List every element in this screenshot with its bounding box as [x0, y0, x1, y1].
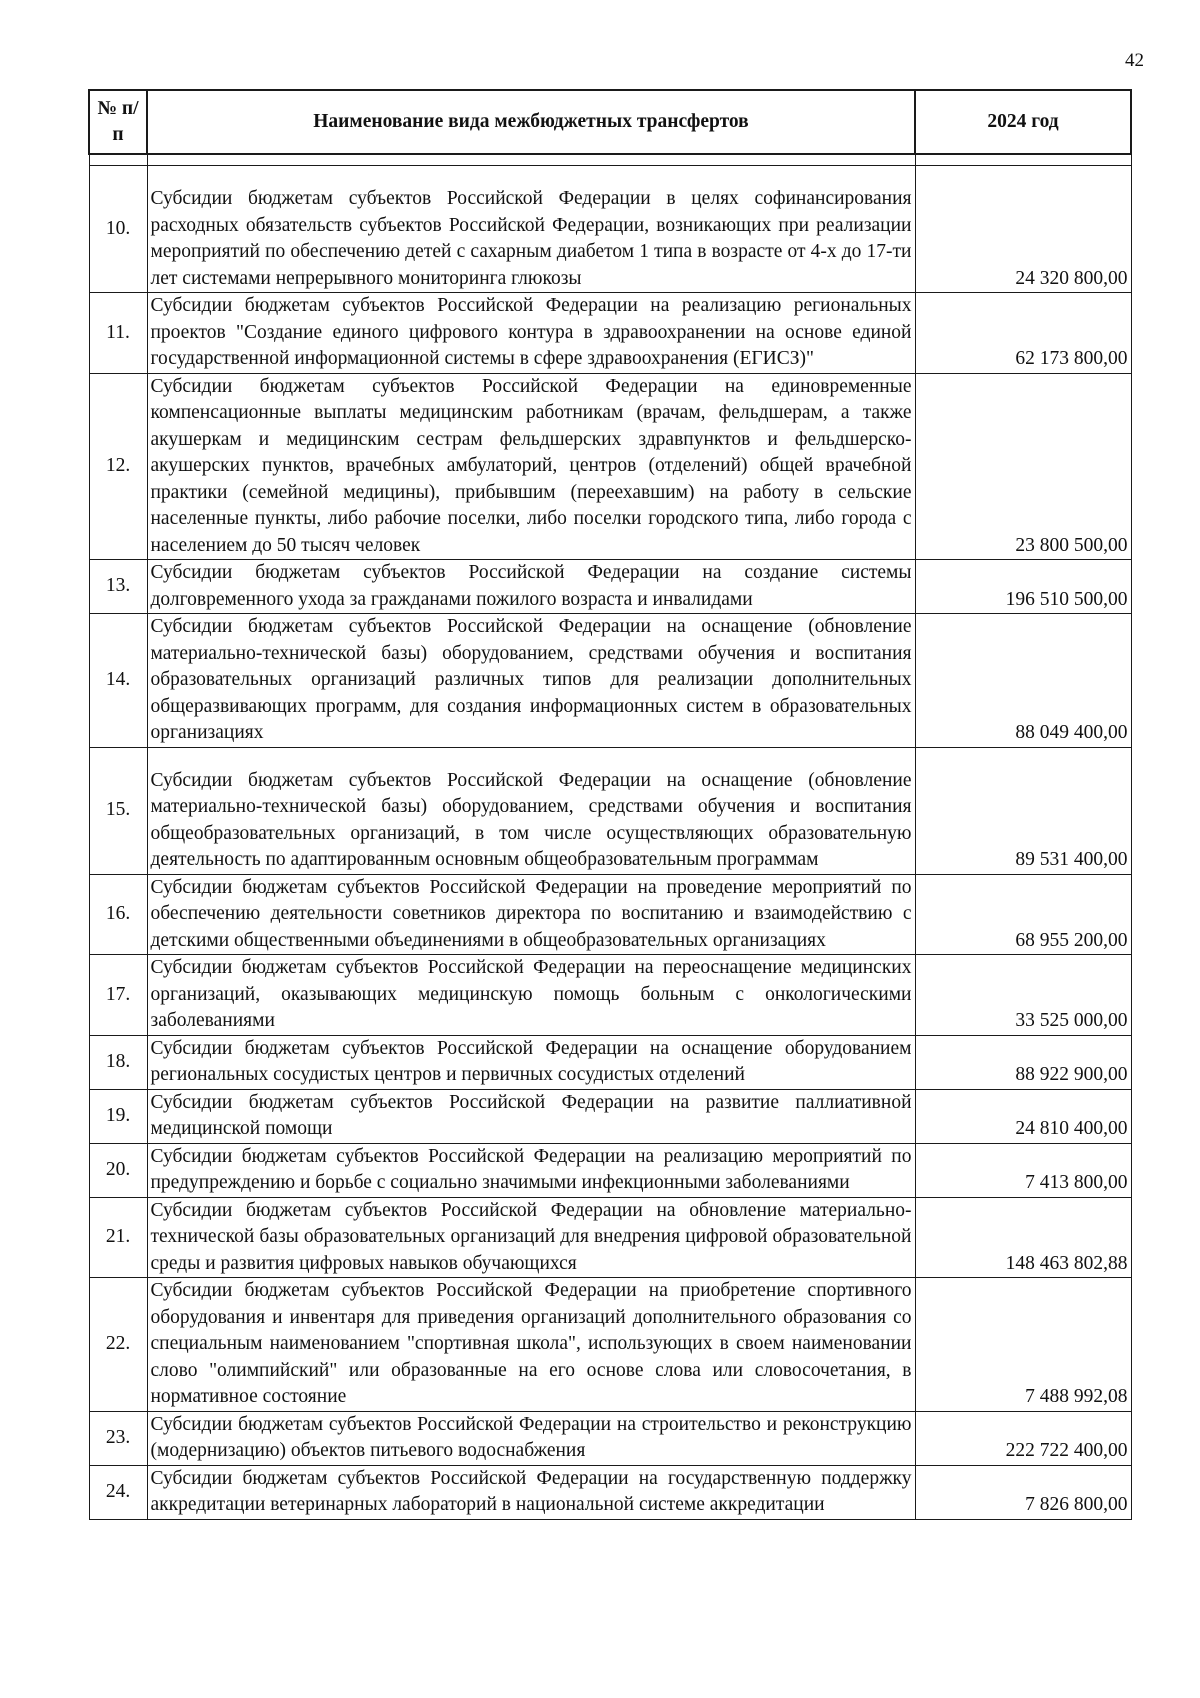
table-row [89, 1411, 1131, 1465]
page-number: 42 [1125, 50, 1144, 71]
transfer-name: Субсидии бюджетам субъектов Российской Федерации на создание системы долговременного ухода за гражданами пожилого возраста и инвалидами [147, 560, 915, 614]
table-row [89, 373, 1131, 560]
row-number: 19. [89, 1089, 147, 1143]
transfer-name: Субсидии бюджетам субъектов Российской Федерации на обновление материально-технической базы образовательных организаций для внедрения цифровой образовательной среды и развития цифровых навыков обучающихся [147, 1197, 915, 1278]
header-transfer-name: Наименование вида межбюджетных трансфертов [147, 90, 915, 154]
transfers-table [88, 89, 1132, 1520]
amount-2024: 89 531 400,00 [915, 747, 1131, 874]
transfer-name: Субсидии бюджетам субъектов Российской Федерации на переоснащение медицинских организаций, оказывающих медицинскую помощь больным с онкологическими заболеваниями [147, 955, 915, 1036]
header-gap-row [89, 154, 1131, 166]
table-row [89, 293, 1131, 374]
transfer-name: Субсидии бюджетам субъектов Российской Федерации на государственную поддержку аккредитации ветеринарных лабораторий в национальной системе аккредитации [147, 1465, 915, 1519]
table-row [89, 1278, 1131, 1412]
row-number: 20. [89, 1143, 147, 1197]
table-row [89, 1465, 1131, 1519]
amount-2024: 23 800 500,00 [915, 373, 1131, 560]
row-number: 18. [89, 1035, 147, 1089]
amount-2024: 196 510 500,00 [915, 560, 1131, 614]
table-row [89, 874, 1131, 955]
row-number: 11. [89, 293, 147, 374]
transfer-name: Субсидии бюджетам субъектов Российской Федерации на оснащение (обновление материально-технической базы) оборудованием, средствами обучения и воспитания общеобразовательных организаций, в том числе осуществляющих образовательную деятельность по адаптированным основным общеобразовательным программам [147, 747, 915, 874]
table-row [89, 747, 1131, 874]
transfer-name: Субсидии бюджетам субъектов Российской Федерации на проведение мероприятий по обеспечению деятельности советников директора по воспитанию и взаимодействию с детскими общественными объединениями в общеобразовательных организациях [147, 874, 915, 955]
amount-2024: 24 810 400,00 [915, 1089, 1131, 1143]
table-row [89, 1197, 1131, 1278]
amount-2024: 148 463 802,88 [915, 1197, 1131, 1278]
table-row [89, 955, 1131, 1036]
row-number: 16. [89, 874, 147, 955]
table-row [89, 1035, 1131, 1089]
row-number: 13. [89, 560, 147, 614]
table-body [89, 154, 1131, 1519]
amount-2024: 62 173 800,00 [915, 293, 1131, 374]
table-row [89, 560, 1131, 614]
header-number: № п/п [89, 90, 147, 154]
row-number: 22. [89, 1278, 147, 1412]
row-number: 10. [89, 166, 147, 293]
row-number: 14. [89, 614, 147, 748]
transfer-name: Субсидии бюджетам субъектов Российской Федерации на приобретение спортивного оборудования и инвентаря для приведения организаций дополнительного образования со специальным наименованием "спортивная школа", использующих в своем наименовании слово "олимпийский" или образованные на его основе слова или словосочетания, в нормативное состояние [147, 1278, 915, 1412]
amount-2024: 7 826 800,00 [915, 1465, 1131, 1519]
amount-2024: 88 049 400,00 [915, 614, 1131, 748]
transfer-name: Субсидии бюджетам субъектов Российской Федерации на оснащение оборудованием региональных сосудистых центров и первичных сосудистых отделений [147, 1035, 915, 1089]
row-number: 15. [89, 747, 147, 874]
transfer-name: Субсидии бюджетам субъектов Российской Федерации на единовременные компенсационные выплаты медицинским работникам (врачам, фельдшерам, а также акушеркам и медицинским сестрам фельдшерских здравпунктов и фельдшерско-акушерских пунктов, врачебных амбулаторий, центров (отделений) общей врачебной практики (семейной медицины), прибывшим (переехавшим) на работу в сельские населенные пункты, либо рабочие поселки, либо поселки городского типа, либо города с населением до 50 тысяч человек [147, 373, 915, 560]
amount-2024: 68 955 200,00 [915, 874, 1131, 955]
transfer-name: Субсидии бюджетам субъектов Российской Федерации на развитие паллиативной медицинской помощи [147, 1089, 915, 1143]
amount-2024: 88 922 900,00 [915, 1035, 1131, 1089]
table-row [89, 614, 1131, 748]
transfer-name: Субсидии бюджетам субъектов Российской Федерации на реализацию мероприятий по предупреждению и борьбе с социально значимыми инфекционными заболеваниями [147, 1143, 915, 1197]
row-number: 23. [89, 1411, 147, 1465]
transfer-name: Субсидии бюджетам субъектов Российской Федерации на реализацию региональных проектов "Создание единого цифрового контура в здравоохранении на основе единой государственной информационной системы в сфере здравоохранения (ЕГИСЗ)" [147, 293, 915, 374]
amount-2024: 7 413 800,00 [915, 1143, 1131, 1197]
table-row [89, 1089, 1131, 1143]
table-row [89, 166, 1131, 293]
row-number: 24. [89, 1465, 147, 1519]
amount-2024: 24 320 800,00 [915, 166, 1131, 293]
row-number: 12. [89, 373, 147, 560]
table-row [89, 1143, 1131, 1197]
transfer-name: Субсидии бюджетам субъектов Российской Федерации в целях софинансирования расходных обязательств субъектов Российской Федерации, возникающих при реализации мероприятий по обеспечению детей с сахарным диабетом 1 типа в возрасте от 4-х до 17-ти лет системами непрерывного мониторинга глюкозы [147, 166, 915, 293]
row-number: 21. [89, 1197, 147, 1278]
row-number: 17. [89, 955, 147, 1036]
table-header-row [89, 90, 1131, 154]
transfer-name: Субсидии бюджетам субъектов Российской Федерации на оснащение (обновление материально-технической базы) оборудованием, средствами обучения и воспитания образовательных организаций различных типов для реализации дополнительных общеразвивающих программ, для создания информационных систем в образовательных организациях [147, 614, 915, 748]
transfer-name: Субсидии бюджетам субъектов Российской Федерации на строительство и реконструкцию (модернизацию) объектов питьевого водоснабжения [147, 1411, 915, 1465]
amount-2024: 33 525 000,00 [915, 955, 1131, 1036]
amount-2024: 222 722 400,00 [915, 1411, 1131, 1465]
header-year: 2024 год [915, 90, 1131, 154]
amount-2024: 7 488 992,08 [915, 1278, 1131, 1412]
